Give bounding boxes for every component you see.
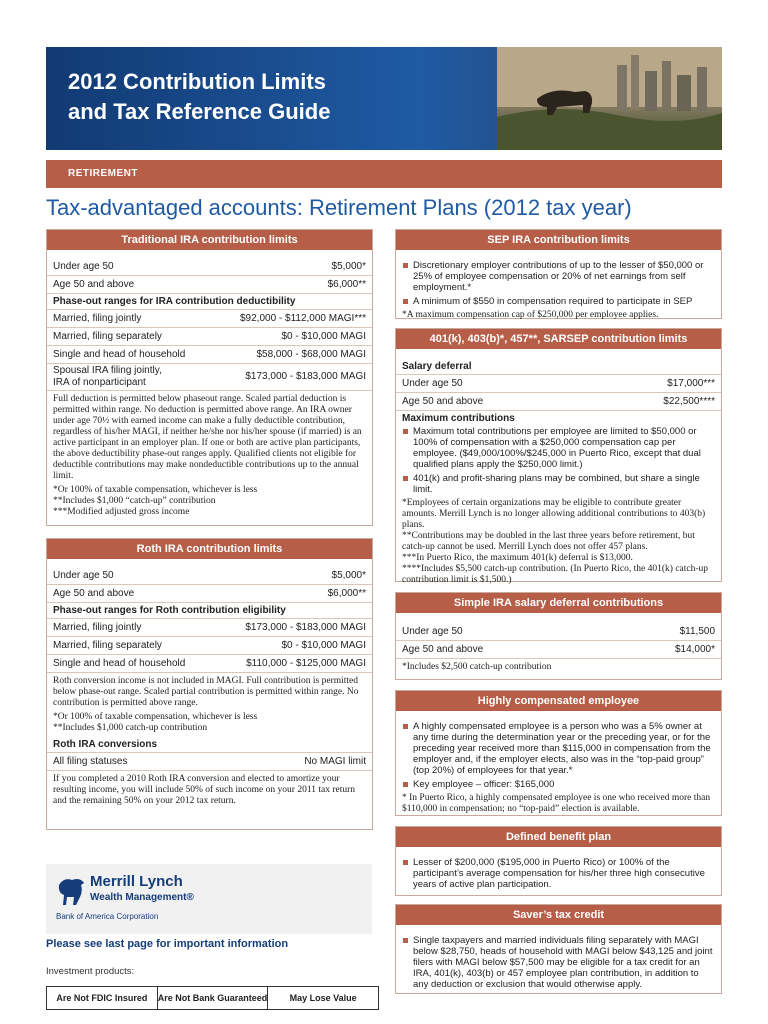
footnote: *Includes $2,500 catch-up contribution — [402, 662, 552, 672]
table-row — [47, 258, 372, 276]
bullet-list — [396, 711, 721, 790]
row-value: $6,000** — [327, 588, 366, 599]
footnote: * In Puerto Rico, a highly compensated employee is one who received more than $110,000 in compensation; no “top-paid” election is available. — [402, 793, 711, 814]
subheading: Phase-out ranges for IRA contribution deductibility — [47, 294, 372, 310]
table-row — [47, 585, 372, 603]
row-value: $0 - $10,000 MAGI — [281, 331, 366, 342]
row-value: $58,000 - $68,000 MAGI — [256, 349, 366, 360]
conversion-note: If you completed a 2010 Roth IRA conversion and elected to amortize your resulting income, you will include 50% of such income on your 2011 tax return and the remaining 50% on your 2012 tax return. — [53, 774, 356, 806]
table-row — [396, 623, 721, 641]
row-value: $11,500 — [679, 626, 715, 637]
title-line-1: 2012 Contribution Limits — [68, 69, 326, 94]
row-value: $0 - $10,000 MAGI — [281, 640, 366, 651]
subheading: Roth IRA conversions — [53, 739, 158, 750]
bullet-list — [396, 847, 721, 890]
row-label: Married, filing jointly — [53, 622, 142, 633]
footnotes — [47, 712, 372, 737]
row-label: Under age 50 — [53, 261, 114, 272]
row-label: Married, filing separately — [53, 640, 162, 651]
disclaimer-cell: Are Not Bank Guaranteed — [158, 987, 269, 1009]
logo-name: Merrill Lynch — [90, 873, 183, 890]
list-item: A highly compensated employee is a person who was a 5% owner at any time during the determination year or the preceding year, or for the preceding year received more than $115,000 in compensation from the employer and, if the employer elects, also was in the “top-paid group” (top 20%) of employees for that year.* — [402, 721, 715, 776]
row-value: $5,000* — [331, 570, 366, 581]
row-label: All filing statuses — [53, 756, 128, 767]
table-row — [47, 752, 372, 771]
subheading: Salary deferral — [396, 359, 721, 375]
disclaimer-cell: Are Not FDIC Insured — [47, 987, 158, 1009]
list-item: Maximum total contributions per employee are limited to $50,000 or 100% of compensation with a $250,000 compensation cap per employee. ($49,000/100%/$245,000 in Puerto Rico, except that dual qualified plans apply the $250,000 limit.) — [402, 426, 715, 470]
footnote: *Or 100% of taxable compensation, whichever is less — [53, 485, 258, 495]
table-row — [47, 310, 372, 328]
row-label: Age 50 and above — [402, 396, 484, 407]
footnote: *Employees of certain organizations may be eligible to contribute greater amounts. Merrill Lynch is no longer allowing additional contributions to 403(b) plans. — [402, 498, 706, 530]
row-label — [53, 365, 162, 389]
footnote: *A maximum compensation cap of $250,000 per employee applies. — [402, 310, 659, 320]
roth-note: Roth conversion income is not included in MAGI. Full contribution is permitted below phase-out range. Scaled partial contribution is permitted within range. No contribution is permitted above range. — [53, 676, 359, 708]
simple-ira-card — [395, 592, 722, 680]
list-item: A minimum of $550 in compensation required to participate in SEP — [402, 296, 715, 307]
row-label: Age 50 and above — [402, 644, 484, 655]
logo-sub: Wealth Management® — [90, 892, 194, 903]
row-label: Under age 50 — [402, 378, 463, 389]
card-title: Defined benefit plan — [396, 827, 721, 847]
table-row — [396, 375, 721, 393]
header-banner — [46, 47, 722, 150]
row-value: $173,000 - $183,000 MAGI — [245, 622, 366, 633]
footnote: ***In Puerto Rico, the maximum 401(k) deferral is $13,000. — [402, 553, 633, 563]
footnote: **Includes $1,000 “catch-up” contribution — [53, 496, 216, 506]
card-title: SEP IRA contribution limits — [396, 230, 721, 250]
investment-products-label: Investment products: — [46, 966, 135, 977]
list-item: Discretionary employer contributions of up to the lesser of $50,000 or 25% of employee compensation or 20% of net earnings from self employment.* — [402, 260, 715, 293]
spousal-line-1: Spousal IRA filing jointly, — [53, 365, 162, 376]
section-label: RETIREMENT — [68, 168, 138, 179]
table-row — [47, 328, 372, 346]
list-item: Single taxpayers and married individuals filing separately with MAGI below $28,750, heads of household with MAGI below $43,125 and joint filers with MAGI below $57,500 may be eligible for a tax credit for an IRA, 401(k), 403(b) or 457 employee plan contribution, in addition to any deduction or exclusion that would otherwise apply. — [402, 935, 715, 990]
card-title: Traditional IRA contribution limits — [47, 230, 372, 250]
row-label: Single and head of household — [53, 349, 186, 360]
disclaimer-cell: May Lose Value — [289, 993, 357, 1003]
footnote: ***Modified adjusted gross income — [53, 507, 190, 517]
row-label: Age 50 and above — [53, 588, 135, 599]
table-row — [47, 567, 372, 585]
list-item: 401(k) and profit-sharing plans may be combined, but share a single limit. — [402, 473, 715, 495]
footnote: *Or 100% of taxable compensation, whichever is less — [53, 712, 258, 722]
table-row — [396, 641, 721, 659]
footnote: ****Includes $5,500 catch-up contribution. (In Puerto Rico, the 401(k) catch-up contribution limit is $1,500.) — [402, 564, 709, 585]
card-title: Saver’s tax credit — [396, 905, 721, 925]
merrill-lynch-logo — [46, 864, 372, 934]
table-row — [47, 364, 372, 391]
row-value: $6,000** — [327, 279, 366, 290]
footnote: **Contributions may be doubled in the last three years before retirement, but catch-up cannot be used. Merrill Lynch does not offer 457 plans. — [402, 531, 695, 552]
disclaimer-table — [46, 986, 379, 1010]
roth-ira-card — [46, 538, 373, 830]
row-value: No MAGI limit — [304, 756, 366, 767]
row-value: $92,000 - $112,000 MAGI*** — [239, 313, 366, 324]
important-info-notice: Please see last page for important information — [46, 938, 289, 950]
row-label: Married, filing jointly — [53, 313, 142, 324]
row-value: $17,000*** — [667, 378, 715, 389]
savers-credit-card — [395, 904, 722, 994]
footnotes — [396, 498, 721, 589]
page-title — [68, 67, 330, 127]
row-label: Single and head of household — [53, 658, 186, 669]
list-item: Lesser of $200,000 ($195,000 in Puerto Rico) or 100% of the participant’s average compensation for his/her three high consecutive years of active plan participation. — [402, 857, 715, 890]
401k-card — [395, 328, 722, 585]
page-headline: Tax-advantaged accounts: Retirement Plans (2012 tax year) — [46, 195, 632, 220]
highly-compensated-card — [395, 690, 722, 816]
bull-logo-icon — [56, 873, 86, 907]
row-value: $14,000* — [674, 644, 715, 655]
table-row — [47, 346, 372, 364]
list-item: Key employee – officer: $165,000 — [402, 779, 715, 790]
title-line-2: and Tax Reference Guide — [68, 99, 331, 124]
row-value: $5,000* — [331, 261, 366, 272]
spousal-line-2: IRA of nonparticipant — [53, 377, 146, 388]
row-label: Age 50 and above — [53, 279, 135, 290]
deduction-note: Full deduction is permitted below phaseout range. Scaled partial deduction is permitted within range. No deduction is permitted above range. An IRA owner under age 70½ with earned income can make a fully deductible contribution, regardless of his/her MAGI, if neither he/she nor his/her spouse (if married) is an active participant in an employer plan. If one or both are active plan participants, the above deductibility phase-out ranges apply. Qualified clients not eligible for deductible contributions may make nondeductible contributions up to the annual limit. — [53, 394, 362, 481]
table-row — [47, 276, 372, 294]
card-title: 401(k), 403(b)*, 457**, SARSEP contribution limits — [396, 329, 721, 349]
traditional-ira-card — [46, 229, 373, 526]
table-row — [47, 637, 372, 655]
bullet-list — [396, 426, 721, 495]
footnotes — [47, 485, 372, 521]
row-label: Under age 50 — [53, 570, 114, 581]
logo-parent: Bank of America Corporation — [56, 912, 159, 921]
table-row — [47, 619, 372, 637]
section-bar — [46, 160, 722, 188]
footnote: **Includes $1,000 catch-up contribution — [53, 723, 208, 733]
card-title: Simple IRA salary deferral contributions — [396, 593, 721, 613]
card-title: Highly compensated employee — [396, 691, 721, 711]
row-value: $173,000 - $183,000 MAGI — [245, 371, 366, 382]
subheading: Phase-out ranges for Roth contribution eligibility — [47, 603, 372, 619]
sep-ira-card — [395, 229, 722, 319]
subheading: Maximum contributions — [402, 413, 515, 424]
row-value: $110,000 - $125,000 MAGI — [246, 658, 366, 669]
table-row — [47, 655, 372, 673]
defined-benefit-card — [395, 826, 722, 896]
row-label: Married, filing separately — [53, 331, 162, 342]
bullet-list — [396, 925, 721, 990]
row-value: $22,500**** — [663, 396, 715, 407]
bullet-list — [396, 250, 721, 307]
card-title: Roth IRA contribution limits — [47, 539, 372, 559]
bull-skyline-image — [497, 47, 722, 150]
table-row — [396, 393, 721, 411]
row-label: Under age 50 — [402, 626, 463, 637]
